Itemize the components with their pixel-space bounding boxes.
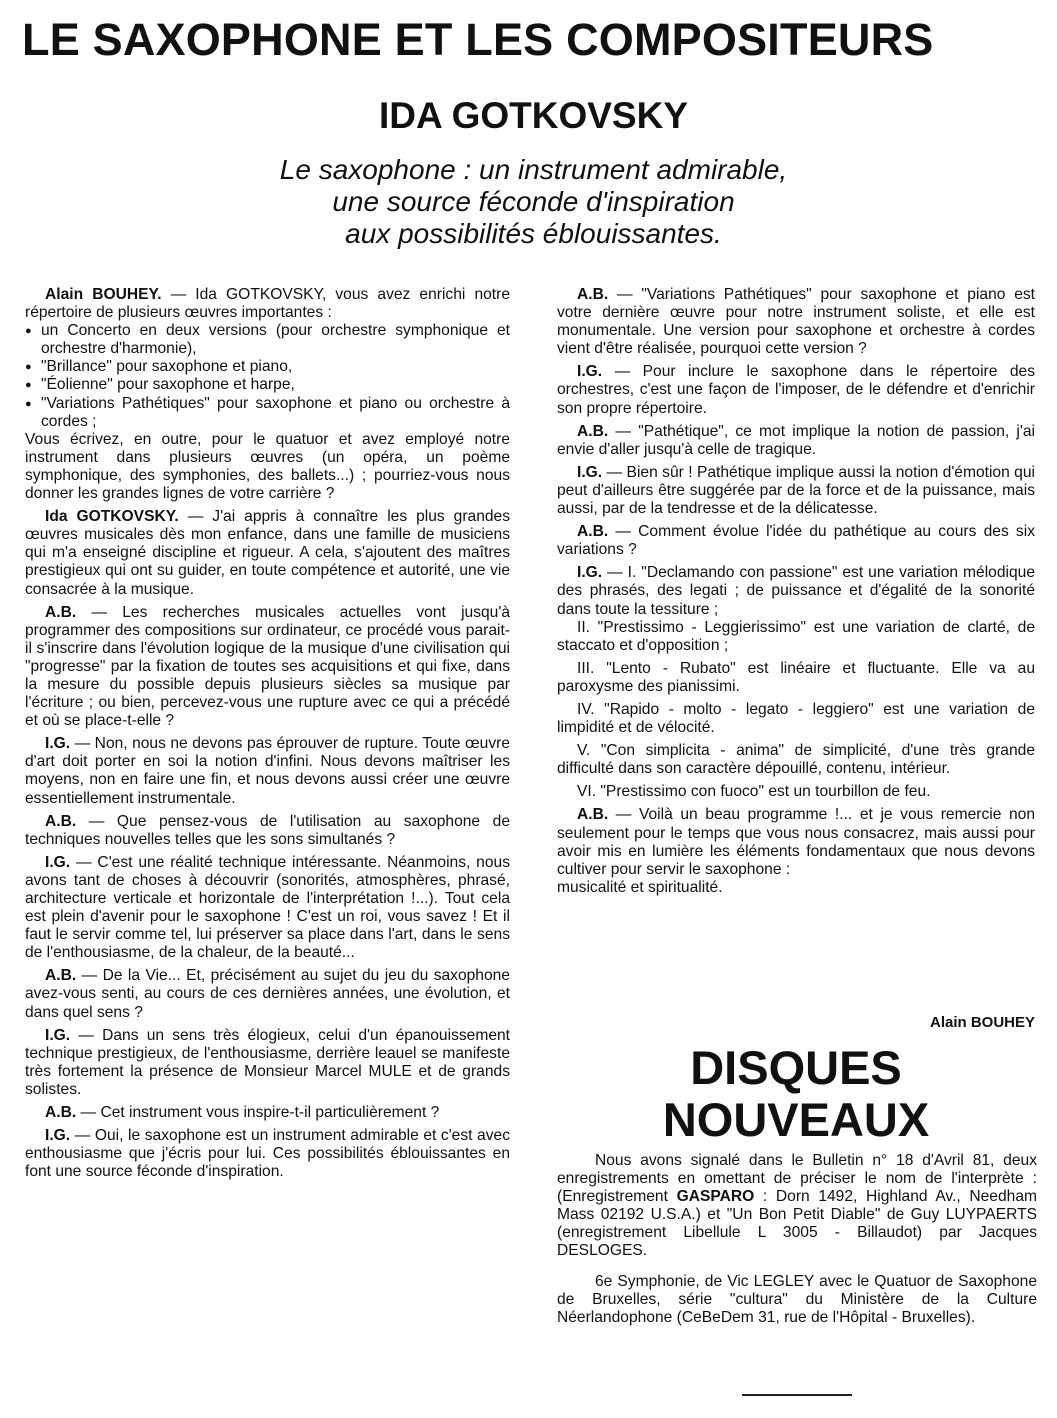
- paragraph-text: — C'est une réalité technique intéressante. Néanmoins, nous avons tant de choses à découvrir (sonorités, atmosphères, phrasé, architecture verticale et horizontale de l'interprétation !...). Tout cela est plein d'avenir pour le saxophone ! C'est un roi, vous savez ! Et il faut le servir comme tel, lui préserver sa place dans l'art, dans le sens de l'enthousiasme, de la chaleur, de la beauté...: [25, 853, 510, 962]
- paragraph-text: — Cet instrument vous inspire-t-il particulièrement ?: [76, 1104, 440, 1122]
- tagline: [0, 154, 1057, 250]
- interview-paragraph: [557, 423, 1035, 459]
- right-column: [557, 286, 1035, 902]
- paragraph-text: — "Variations Pathétiques" pour saxophone et piano est votre dernière œuvre pour notre instrument soliste, et elle est monumentale. Une version pour saxophone et orchestre à cordes vient d'être réalisée, pourquoi cette version ?: [557, 286, 1035, 358]
- list-item: ● "Variations Pathétiques" pour saxophone et piano ou orchestre à cordes ;: [25, 395, 510, 431]
- works-list: [25, 322, 510, 431]
- interview-paragraph: [25, 1027, 510, 1099]
- closing-line: musicalité et spiritualité.: [557, 878, 723, 896]
- interview-paragraph: [25, 967, 510, 1021]
- variation-item: II. "Prestissimo - Leggierissimo" est une variation de clarté, de staccato et d'opposition ;: [557, 618, 1035, 654]
- interview-paragraph: [557, 464, 1035, 518]
- speaker-label: I.G.: [45, 1026, 71, 1044]
- list-item: ● "Brillance" pour saxophone et piano,: [25, 358, 510, 376]
- heading-line: DISQUES: [690, 1041, 902, 1094]
- speaker-label: I.G.: [45, 1127, 71, 1145]
- variation-item: VI. "Prestissimo con fuoco" est un tourbillon de feu.: [577, 783, 931, 801]
- page-title: LE SAXOPHONE ET LES COMPOSITEURS: [22, 14, 934, 65]
- paragraph-text: [557, 1152, 1037, 1261]
- heading-line: NOUVEAUX: [662, 1093, 930, 1146]
- speaker-label: I.G.: [577, 363, 603, 381]
- divider-rule: [742, 1394, 852, 1396]
- interview-intro: [25, 286, 510, 322]
- paragraph-text: — Pour inclure le saxophone dans le répertoire des orchestres, c'est une façon de l'imposer, de le défendre et d'enrichir son propre répertoire.: [557, 363, 1035, 417]
- paragraph-text: — I. "Declamando con passione" est une variation mélodique des phrasés, des legati ; de puissance et d'égalité de la sonorité dans toute la tessiture ;: [557, 564, 1035, 618]
- interview-paragraph: [25, 854, 510, 963]
- text-span: : Dorn 1492, Highland Av., Needham Mass 02192 U.S.A.) et "Un Bon Petit Diable" de Guy LUYPAERTS (enregistrement Libellule L 3005 - Billaudot) par Jacques DESLOGES.: [557, 1188, 1037, 1260]
- paragraph-text: — Ida GOTKOVSKY, vous avez enrichi notre répertoire de plusieurs œuvres importantes :: [25, 286, 510, 322]
- speaker-label: A.B.: [577, 806, 609, 824]
- speaker-label: I.G.: [45, 853, 71, 871]
- speaker-label: A.B.: [45, 603, 77, 621]
- list-item: ● "Éolienne" pour saxophone et harpe,: [25, 376, 510, 394]
- paragraph-text: — J'ai appris à connaître les plus grandes œuvres musicales dès mon enfance, dans une famille de musiciens qui m'a enseigné discipline et rigueur. A cela, s'ajoutent des maîtres prestigieux qui ont su guider, en toute compétence et autorité, une vie consacrée à la musique.: [25, 508, 511, 598]
- interview-paragraph: [25, 813, 510, 849]
- speaker-label: I.G.: [577, 564, 603, 582]
- author-signature: Alain BOUHEY: [929, 1014, 1035, 1031]
- paragraph-text: — Que pensez-vous de l'utilisation au saxophone de techniques nouvelles telles que les sons simultanés ?: [25, 812, 510, 848]
- interview-paragraph: [25, 604, 510, 731]
- paragraph-text: — Les recherches musicales actuelles vont jusqu'à programmer des compositions sur ordinateur, ce procédé vous parait-il s'inscrire dans l'évolution logique de la musique d'une civilisation qui "progresse" par la fixation de toutes ses acquisitions et qui fixe, dans la mesure du possible depuis plusieurs siècles sa musique par l'écriture ; ou bien, percevez-vous une rupture avec ce qui a précédé et où se place-t-elle ?: [25, 603, 510, 730]
- paragraph-text: — Bien sûr ! Pathétique implique aussi la notion d'émotion qui peut d'ailleurs être suggérée par de la force et de la puissance, mais aussi, par de la tendresse et de la délicatesse.: [557, 463, 1035, 518]
- speaker-label: I.G.: [577, 463, 603, 481]
- variation-paragraph: [557, 564, 1035, 618]
- paragraph-text: — Non, nous ne devons pas éprouver de rupture. Toute œuvre d'art doit porter en soi la notion d'infini. Nous devons maîtriser les moyens, non en faire une fin, et nous devons aussi créer une œuvre essentiellement instrumentale.: [25, 735, 510, 807]
- paragraph-text: — Voilà un beau programme !... et je vous remercie non seulement pour le temps que vous nous consacrez, mais aussi pour avoir mis en lumière les éléments fondamentaux que nous devons cultiver pour servir le saxophone :: [557, 806, 1035, 878]
- speaker-label: A.B.: [577, 422, 609, 440]
- interview-paragraph: [557, 286, 1035, 358]
- speaker-label: A.B.: [45, 812, 77, 830]
- speaker-label: A.B.: [577, 523, 609, 541]
- speaker-label: A.B.: [45, 967, 77, 985]
- tagline-line: Le saxophone : un instrument admirable,: [279, 154, 788, 185]
- variation-item: IV. "Rapido - molto - legato - leggiero" est une variation de limpidité et de vélocité.: [557, 700, 1035, 737]
- paragraph-text: — Comment évolue l'idée du pathétique au cours des six variations ?: [557, 523, 1035, 559]
- label-name: GASPARO: [676, 1188, 755, 1206]
- speaker-label: I.G.: [45, 735, 71, 753]
- disques-body: [557, 1152, 1037, 1339]
- interview-paragraph: [25, 1127, 510, 1181]
- variation-item: III. "Lento - Rubato" est linéaire et fluctuante. Elle va au paroxysme des pianissimi.: [557, 659, 1035, 695]
- speaker-label: A.B.: [45, 1104, 77, 1122]
- speaker-label: A.B.: [577, 286, 609, 303]
- speaker-label: Ida GOTKOVSKY.: [45, 508, 179, 526]
- interview-paragraph: [557, 363, 1035, 417]
- interview-paragraph: [557, 806, 1035, 878]
- list-item: ● un Concerto en deux versions (pour orchestre symphonique et orchestre d'harmonie),: [25, 322, 510, 358]
- speaker-label: Alain BOUHEY.: [45, 286, 162, 303]
- variation-item: V. "Con simplicita - anima" de simplicité, d'une très grande difficulté dans son caractère dépouillé, contenu, intérieur.: [557, 742, 1035, 778]
- paragraph-text: 6e Symphonie, de Vic LEGLEY avec le Quatuor de Saxophone de Bruxelles, série "cultura" du Ministère de la Culture Néerlandophone (CeBeDem 31, rue de l'Hôpital - Bruxelles).: [557, 1272, 1037, 1326]
- tagline-line: aux possibilités éblouissantes.: [345, 218, 722, 249]
- paragraph-text: — De la Vie... Et, précisément au sujet du jeu du saxophone avez-vous senti, au cours de ces dernières années, une évolution, et dans quel sens ?: [25, 967, 510, 1021]
- paragraph-text: — "Pathétique", ce mot implique la notion de passion, j'ai envie d'aller jusqu'à celle de tragique.: [557, 422, 1035, 458]
- interview-paragraph: [25, 1104, 510, 1122]
- interview-paragraph: [25, 735, 510, 807]
- left-column: [25, 286, 510, 1186]
- interview-paragraph: [557, 523, 1035, 559]
- paragraph-text: — Oui, le saxophone est un instrument admirable et c'est avec enthousiasme que j'écris pour lui. Ces possibilités éblouissantes en font une source féconde d'inspiration.: [25, 1127, 510, 1181]
- tagline-line: une source féconde d'inspiration: [332, 186, 735, 217]
- interview-paragraph: [25, 508, 510, 598]
- composer-name: IDA GOTKOVSKY: [378, 95, 689, 136]
- paragraph-text: — Dans un sens très élogieux, celui d'un épanouissement technique prestigieux, de l'enthousiasme, derrière leauel se manifeste très fortement la présence de Monsieur Marcel MULE et de grands solistes.: [25, 1026, 510, 1098]
- text-span: Nous avons signalé dans le Bulletin n° 18 d'Avril 81, deux enregistrements en omettant de préciser le nom de l'interprète : (Enregistrement: [557, 1152, 1037, 1206]
- paragraph-text: Vous écrivez, en outre, pour le quatuor et avez employé notre instrument dans plusieurs œuvres (un opéra, un poème symphonique, des symphonies, des ballets...) ; pourriez-vous nous donner les grandes lignes de votre carrière ?: [25, 430, 510, 503]
- disques-heading: [557, 1042, 1035, 1146]
